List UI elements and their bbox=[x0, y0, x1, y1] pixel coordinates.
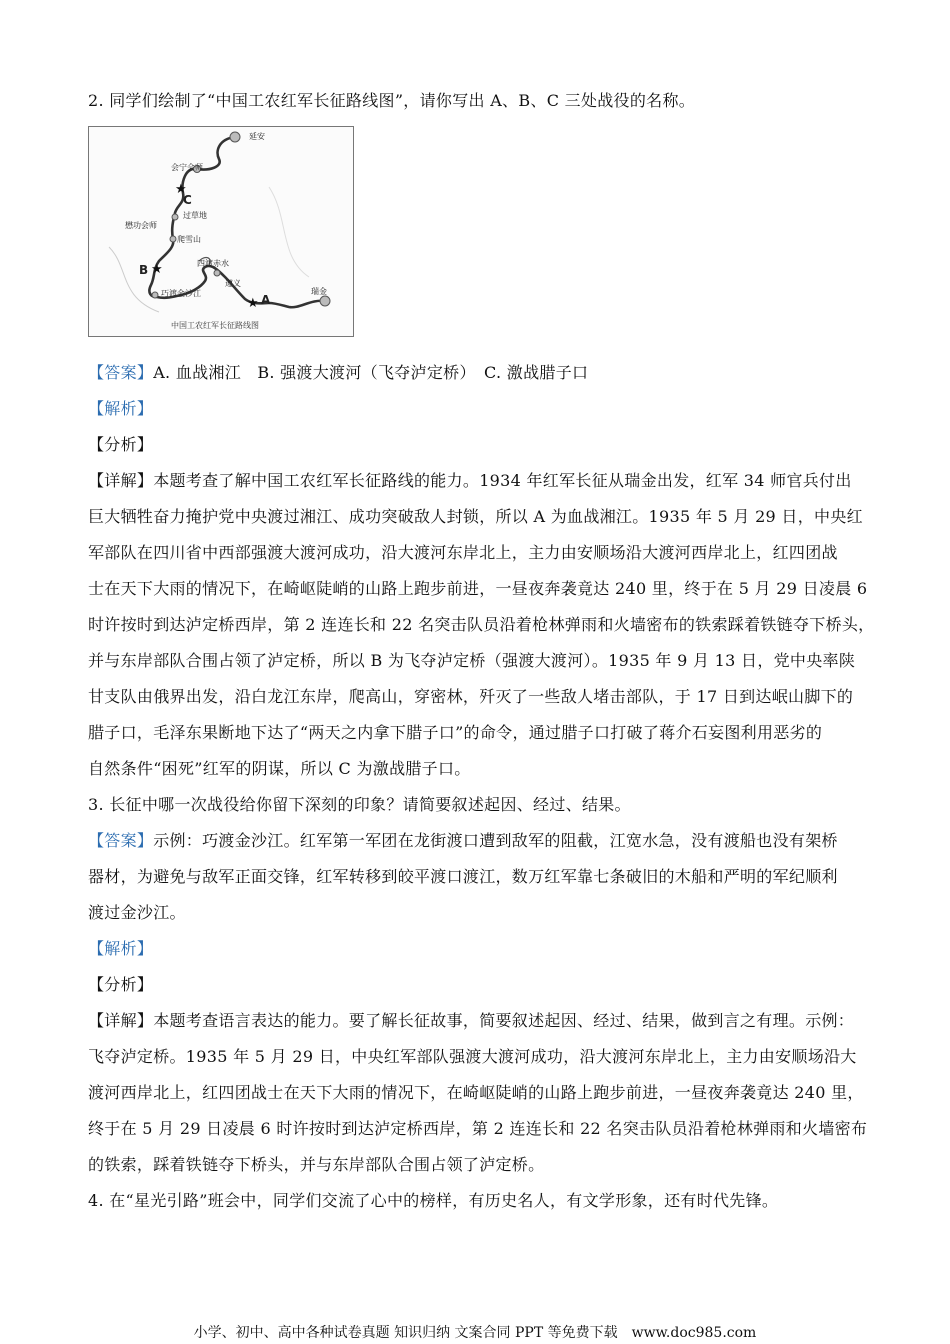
route-map-drawing bbox=[89, 127, 353, 336]
q3-detail-line: 的铁索，踩着铁链夺下桥头，并与东岸部队合围占领了泸定桥。 bbox=[88, 1155, 545, 1174]
q2-detail-line: 自然条件“困死”红军的阴谋，所以 C 为激战腊子口。 bbox=[88, 759, 471, 778]
detail-tag: 【详解】 bbox=[88, 471, 154, 490]
map-label-a: A bbox=[261, 293, 271, 307]
q2-detail-line bbox=[88, 463, 878, 499]
map-label-maogong: 懋功会师 bbox=[125, 221, 157, 230]
q2-detail-line: 并与东岸部队合围占领了泸定桥，所以 B 为飞夺泸定桥（强渡大渡河）。1935 年 9 月 13 日，党中央率陕 bbox=[88, 651, 856, 670]
q2-detail-line: 巨大牺牲奋力掩护党中央渡过湘江、成功突破敌人封锁，所以 A 为血战湘江。1935 年 5 月 29 日，中央红 bbox=[88, 507, 863, 526]
page-footer: 小学、初中、高中各种试卷真题 知识归纳 文案合同 PPT 等免费下载 www.doc985.com bbox=[193, 1325, 757, 1341]
q3-answer-text: 示例：巧渡金沙江。红军第一军团在龙街渡口遭到敌军的阻截，江宽水急，没有渡船也没有架桥 bbox=[153, 831, 838, 850]
q3-detail-line: 渡河西岸北上，红四团战士在天下大雨的情况下，在崎岖陡峭的山路上跑步前进，一昼夜奔袭竟达 240 里， bbox=[88, 1083, 864, 1102]
q2-answer bbox=[88, 355, 878, 391]
answer-tag: 【答案】 bbox=[88, 831, 154, 850]
question-2: 2. 同学们绘制了“中国工农红军长征路线图”，请你写出 A、B、C 三处战役的名称。 bbox=[88, 91, 696, 110]
map-label-huining: 会宁会师 bbox=[171, 163, 203, 172]
q2-jiexi-tag: 【解析】 bbox=[88, 399, 154, 418]
document-page bbox=[88, 80, 878, 1219]
q2-answer-text: A. 血战湘江 B. 强渡大渡河（飞夺泸定桥） C. 激战腊子口 bbox=[153, 363, 589, 382]
q3-answer-line bbox=[88, 823, 878, 859]
q2-fenxi-tag: 【分析】 bbox=[88, 435, 154, 454]
map-label-c: C bbox=[183, 193, 192, 207]
q3-answer-line: 器材，为避免与敌军正面交锋，红军转移到皎平渡口渡江，数万红军靠七条破旧的木船和严明的军纪顺利 bbox=[88, 867, 838, 886]
q3-answer-line: 渡过金沙江。 bbox=[88, 903, 186, 922]
q2-detail-line: 士在天下大雨的情况下，在崎岖陡峭的山路上跑步前进，一昼夜奔袭竟达 240 里，终于在 5 月 29 日凌晨 6 bbox=[88, 579, 868, 598]
star-c-icon: ★ bbox=[175, 182, 187, 197]
q3-jiexi-tag: 【解析】 bbox=[88, 939, 154, 958]
long-march-route-map bbox=[88, 126, 354, 337]
question-4: 4. 在“星光引路”班会中，同学们交流了心中的榜样，有历史名人，有文学形象，还有时代先锋。 bbox=[88, 1191, 779, 1210]
map-label-paxueshan: 爬雪山 bbox=[177, 235, 201, 244]
q2-detail-line: 时许按时到达泸定桥西岸，第 2 连连长和 22 名突击队员沿着枪林弹雨和火墙密布的铁索踩着铁链夺下桥头， bbox=[88, 615, 875, 634]
star-a-icon: ★ bbox=[247, 296, 259, 311]
map-label-guocaodi: 过草地 bbox=[183, 211, 207, 220]
q3-fenxi-tag: 【分析】 bbox=[88, 975, 154, 994]
question-3: 3. 长征中哪一次战役给你留下深刻的印象？请简要叙述起因、经过、结果。 bbox=[88, 795, 631, 814]
q2-detail-line: 腊子口，毛泽东果断地下达了“两天之内拿下腊子口”的命令，通过腊子口打破了蒋介石妄图利用恶劣的 bbox=[88, 723, 823, 742]
answer-tag: 【答案】 bbox=[88, 363, 154, 382]
map-label-b: B bbox=[139, 263, 149, 277]
map-label-qiaodu: 巧渡金沙江 bbox=[161, 289, 201, 298]
q3-detail-line: 飞夺泸定桥。1935 年 5 月 29 日，中央红军部队强渡大渡河成功，沿大渡河东岸北上，主力由安顺场沿大 bbox=[88, 1047, 857, 1066]
detail-tag: 【详解】 bbox=[88, 1011, 154, 1030]
map-label-sidu: 四渡赤水 bbox=[197, 259, 229, 268]
map-label-ruijin: 瑞金 bbox=[311, 287, 327, 296]
map-label-zunyi: 遵义 bbox=[225, 279, 241, 288]
q3-detail-text: 本题考查语言表达的能力。要了解长征故事，简要叙述起因、经过、结果，做到言之有理。示例： bbox=[153, 1011, 855, 1030]
q2-detail-text: 本题考查了解中国工农红军长征路线的能力。1934 年红军长征从瑞金出发，红军 34 师官兵付出 bbox=[153, 471, 852, 490]
map-label-yanan: 延安 bbox=[249, 132, 265, 141]
q3-detail-line: 终于在 5 月 29 日凌晨 6 时许按时到达泸定桥西岸，第 2 连连长和 22 名突击队员沿着枪林弹雨和火墙密布 bbox=[88, 1119, 868, 1138]
q2-detail-line: 军部队在四川省中西部强渡大渡河成功，沿大渡河东岸北上，主力由安顺场沿大渡河西岸北上，红四团战 bbox=[88, 543, 838, 562]
q3-detail-line bbox=[88, 1003, 878, 1039]
star-b-icon: ★ bbox=[151, 262, 163, 277]
q2-detail-line: 甘支队由俄界出发，沿白龙江东岸，爬高山，穿密林，歼灭了一些敌人堵击部队，于 17 日到达岷山脚下的 bbox=[88, 687, 854, 706]
map-caption: 中国工农红军长征路线图 bbox=[171, 321, 259, 330]
